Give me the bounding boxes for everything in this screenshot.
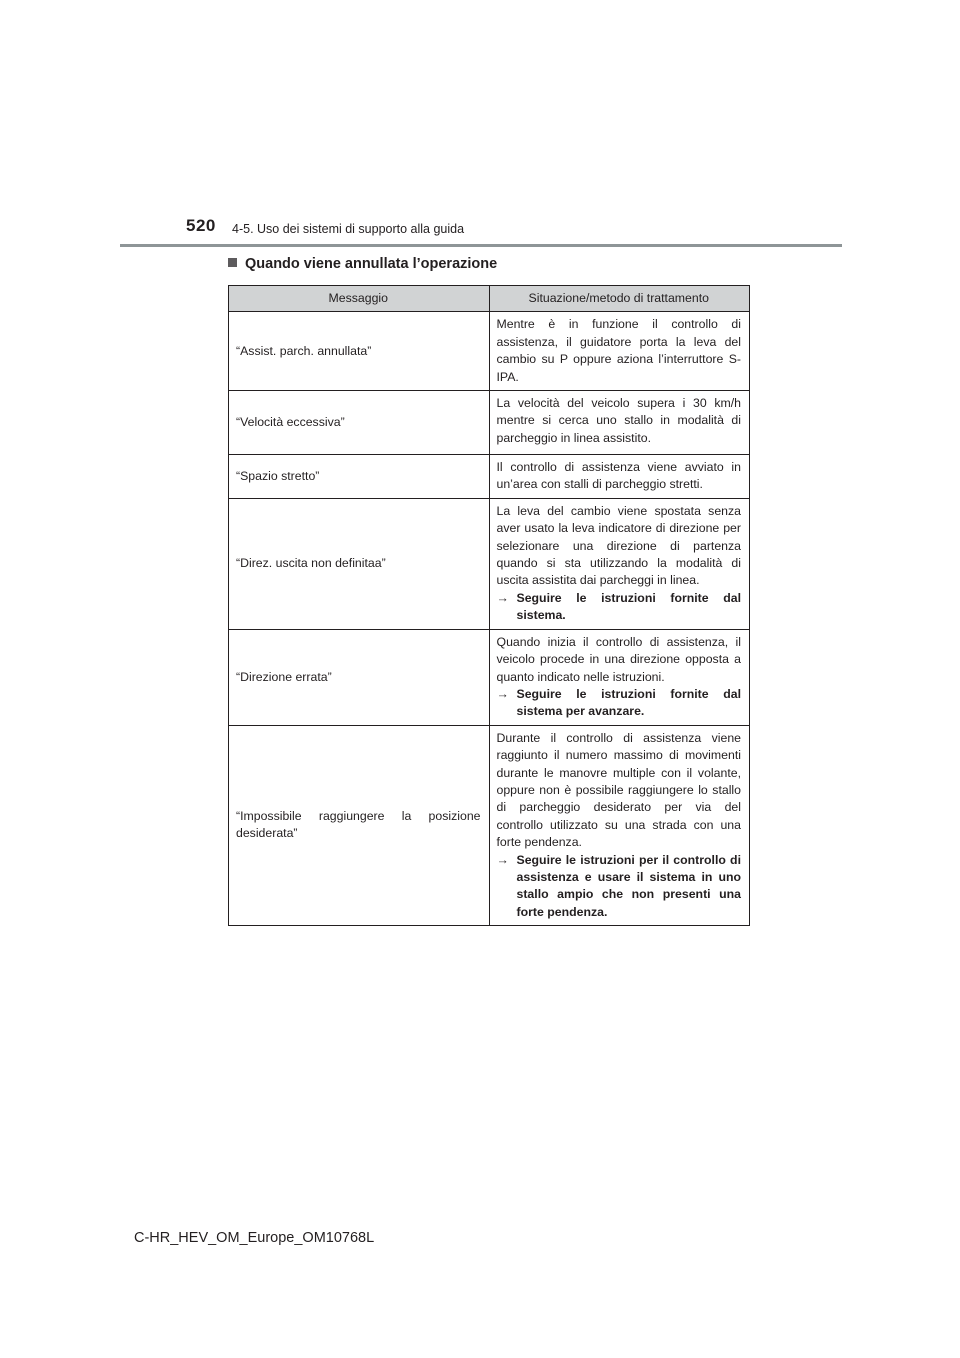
message-cell: “Impossibile raggiungere la posizione desiderata” <box>229 725 490 925</box>
situation-cell <box>489 455 750 499</box>
situation-text: La velocità del veicolo supera i 30 km/h mentre si cerca uno stallo in modalità di parcheggio in linea assistito. <box>496 396 741 445</box>
action-note <box>497 852 742 922</box>
table-row <box>229 725 750 925</box>
section-title <box>228 256 497 272</box>
situation-cell <box>489 725 750 925</box>
situation-cell <box>489 312 750 391</box>
column-header-message: Messaggio <box>229 286 490 312</box>
arrow-right-icon: → <box>496 852 509 867</box>
situation-text: Quando inizia il controllo di assistenza, il veicolo procede in una direzione opposta a quanto indicato nelle istruzioni. <box>496 634 741 684</box>
message-cell: “Spazio stretto” <box>229 455 490 499</box>
situation-text: Il controllo di assistenza viene avviato in un’area con stalli di parcheggio stretti. <box>496 460 741 492</box>
running-head: 4-5. Uso dei sistemi di supporto alla guida <box>232 222 465 236</box>
message-cell: “Assist. parch. annullata” <box>229 312 490 391</box>
table-row <box>229 455 750 499</box>
situation-cell <box>489 498 750 629</box>
action-text: Seguire le istruzioni fornite dal sistema per avanzare. <box>516 686 741 719</box>
message-table <box>228 285 750 926</box>
action-note <box>497 686 742 721</box>
message-cell: “Velocità eccessiva” <box>229 391 490 455</box>
square-bullet-icon <box>228 258 237 267</box>
table-row <box>229 629 750 725</box>
arrow-right-icon: → <box>496 686 509 701</box>
message-cell: “Direz. uscita non definitaa” <box>229 498 490 629</box>
situation-cell <box>489 629 750 725</box>
situation-text: La leva del cambio viene spostata senza aver usato la leva indicatore di direzione per selezionare una direzione di partenza quando si sta utilizzando la modalità di uscita assistita dai parcheggi in linea. <box>496 503 741 588</box>
page-number: 520 <box>186 216 216 235</box>
message-cell: “Direzione errata” <box>229 629 490 725</box>
table-header-row <box>229 286 750 312</box>
section-title-text: Quando viene annullata l’operazione <box>245 256 498 272</box>
situation-text: Durante il controllo di assistenza viene raggiunto il numero massimo di movimenti durante le manovre multiple con il volante, oppure non è possibile raggiungere lo stallo di parcheggio desiderato per via del controllo utilizzato su una strada con una forte pendenza. <box>496 730 741 850</box>
table-row <box>229 312 750 391</box>
column-header-situation: Situazione/metodo di trattamento <box>489 286 750 312</box>
table-row <box>229 391 750 455</box>
action-text: Seguire le istruzioni fornite dal sistema. <box>516 590 741 623</box>
situation-cell <box>489 391 750 455</box>
arrow-right-icon: → <box>496 590 509 605</box>
document-code: C-HR_HEV_OM_Europe_OM10768L <box>134 1230 375 1246</box>
action-note <box>497 590 742 625</box>
situation-text: Mentre è in funzione il controllo di assistenza, il guidatore porta la leva del cambio su P oppure aziona l’interruttore S-IPA. <box>496 317 741 384</box>
header-rule <box>120 244 842 247</box>
table-row <box>229 498 750 629</box>
action-text: Seguire le istruzioni per il controllo di assistenza e usare il sistema in uno stallo ampio che non presenti una forte pendenza. <box>516 852 741 919</box>
